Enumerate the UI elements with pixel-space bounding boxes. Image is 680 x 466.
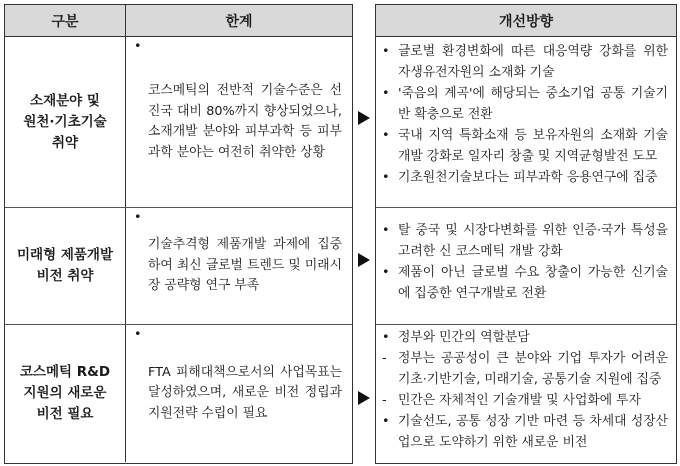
improvement-row	[376, 208, 676, 325]
category-line: 원천·기초기술	[23, 113, 107, 130]
table-row	[5, 208, 352, 325]
list-item: • 국내 지역 특화소재 등 보유자원의 소재화 기술개발 강화로 일자리 창출 및 지역균형발전 도모	[382, 128, 668, 164]
category-cell	[5, 208, 126, 324]
category-line: 지원의 새로운	[23, 385, 107, 401]
category-cell	[5, 37, 126, 207]
table-row	[5, 37, 352, 208]
list-item: • 탈 중국 및 시장다변화를 위한 인증·국가 특성을 고려한 신 코스메틱 개발 강화	[382, 223, 668, 259]
category-header: 구분	[5, 5, 126, 36]
limit-cell	[126, 37, 352, 207]
list-item: - 정부는 공공성이 큰 분야와 기업 투자가 어려운 기초·기반기술, 미래기술, 공통기술 지원에 집중	[382, 351, 668, 387]
improvement-row	[376, 325, 676, 462]
arrow-right-icon	[358, 253, 370, 267]
direction-header: 개선방향	[376, 5, 676, 37]
list-item: • 기술선도, 공통 성장 기반 마련 등 차세대 성장산업으로 도약하기 위한 새로운 비전	[382, 414, 668, 450]
category-cell	[5, 325, 126, 462]
limitations-table	[4, 4, 353, 464]
arrow-right-icon	[358, 391, 370, 405]
table-row	[5, 325, 352, 462]
bullet: •	[134, 327, 142, 342]
category-line: 미래형 제품개발	[17, 247, 113, 263]
category-line: 비전 필요	[36, 406, 94, 422]
arrow-right-icon	[358, 111, 370, 125]
limitations-header	[5, 5, 352, 37]
category-line: 비전 취약	[36, 268, 94, 284]
list-item: • 제품이 아닌 글로벌 수요 창출이 가능한 신기술에 집중한 연구개발로 전환	[382, 265, 668, 301]
list-item: • 기초원천기술보다는 피부과학 응용연구에 집중	[382, 170, 658, 185]
improvement-row	[376, 37, 676, 208]
category-line: 취약	[51, 134, 79, 151]
improvement-table	[375, 4, 677, 464]
category-line: 코스메틱 R&D	[19, 364, 111, 380]
list-item: • '죽음의 계곡'에 해당되는 중소기업 공통 기술기반 확충으로 전환	[382, 86, 668, 122]
list-item: - 민간은 자체적인 기술개발 및 사업화에 투자	[382, 393, 641, 408]
bullet: •	[134, 210, 142, 225]
list-item: • 정부와 민간의 역할분담	[382, 330, 530, 345]
category-line: 소재분야 및	[30, 92, 100, 109]
limit-cell	[126, 208, 352, 324]
limit-text: FTA 피해대책으로서의 사업목표는 달성하였으며, 새로운 비전 정립과 지원전략 수립이 필요	[148, 364, 342, 421]
limit-cell	[126, 325, 352, 462]
limit-header: 한계	[225, 13, 253, 30]
bullet: •	[134, 39, 142, 54]
limit-text: 기술추격형 제품개발 과제에 집중하여 최신 글로벌 트렌드 및 미래시장 공략형 연구 부족	[148, 237, 342, 294]
list-item: • 글로벌 환경변화에 따른 대응역량 강화를 위한 자생유전자원의 소재화 기술	[382, 44, 668, 80]
limit-text: 코스메틱의 전반적 기술수준은 선진국 대비 80%까지 향상되었으나, 소재개발 분야와 피부과학 등 피부과학 분야는 여전히 취약한 상황	[148, 83, 342, 160]
